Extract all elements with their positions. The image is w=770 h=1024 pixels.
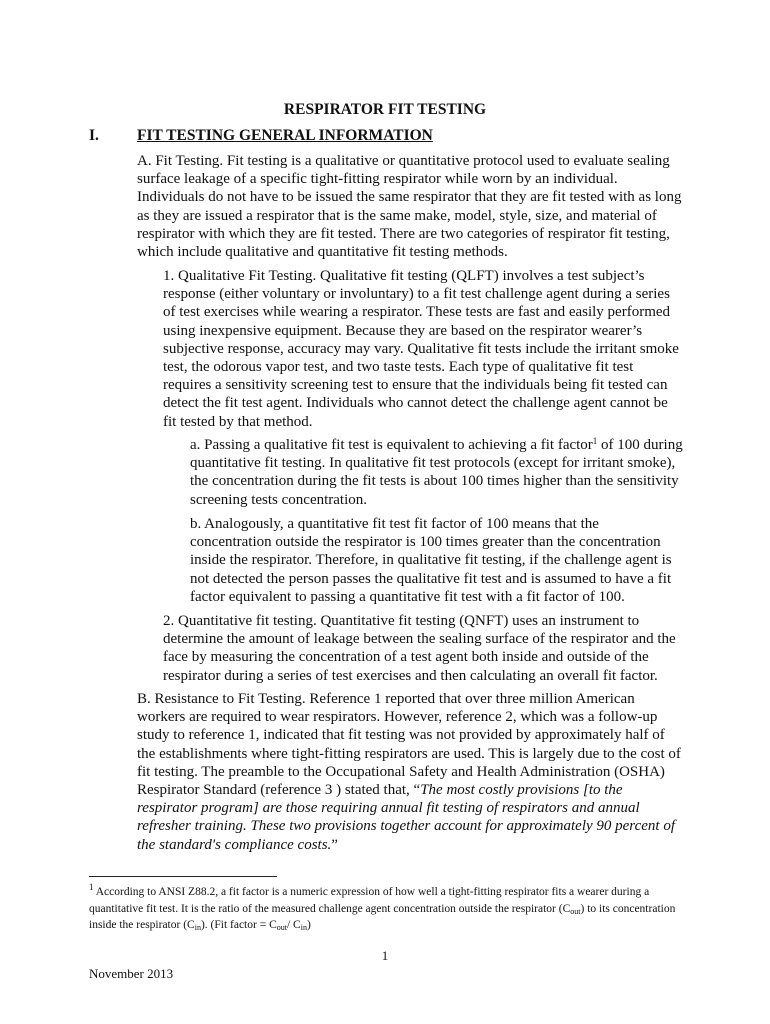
document-title: RESPIRATOR FIT TESTING [283,101,487,118]
paragraph-fit-testing: A. Fit Testing. Fit testing is a qualitative or quantitative protocol used to evaluate sealing surface leakage of a specific tight-fitting respirator while worn by an individual. Individuals do not have to be issued the same respirator that they are fit tested with as long as they are issued a respirator that is the same make, model, style, size, and material of respirator with which they are fit tested. There are two categories of respirator fit testing, which include qualitative and quantitative fit testing methods. [137,153,682,261]
footnote-sub-in: in [194,923,201,932]
paragraph-resistance-start: B. Resistance to Fit Testing. Reference 1 reported that over three million American workers are required to wear respirators. However, reference 2, which was a follow-up study to reference 1, indicated that fit testing was not provided by approximately half of the establishments where tight-fitting respirators are used. This is largely due to the cost of fit testing. The preamble to the Occupational Safety and Health Administration (OSHA) Respirator Standard (reference 3 ) stated that, “ [137,691,681,799]
footnote-reference: 1 [592,436,598,446]
footnote-sub-out: out [570,906,581,916]
paragraph-passing-qualitative-start: a. Passing a qualitative fit test is equivalent to achieving a fit factor [190,437,593,453]
paragraph-passing-qualitative-end: of 100 during quantitative fit testing. In qualitative fit test protocols (except for irritant smoke), the concentration during the fit tests is about 100 times higher than the sensitivity screening tests concentration. [190,437,683,508]
paragraph-resistance-to-fit-testing [137,690,682,854]
paragraph-qualitative-fit-testing: 1. Qualitative Fit Testing. Qualitative fit testing (QLFT) involves a test subject’s response (either voluntary or involuntary) to a fit test challenge agent during a series of test exercises while wearing a respirator. These tests are fast and easily performed using inexpensive equipment. Because they are based on the respirator wearer’s subjective response, accuracy may vary. Qualitative fit tests include the irritant smoke test, the odorous vapor test, and two taste tests. Each type of qualitative fit test requires a sensitivity screening test to ensure that the individuals being fit tested can detect the fit test agent. Individuals who cannot detect the challenge agent cannot be fit tested by that method. [163,268,679,430]
footer-date: November 2013 [89,966,174,981]
paragraph-analogously: b. Analogously, a quantitative fit test fit factor of 100 means that the concentration outside the respirator is 100 times greater than the concentration inside the respirator. Therefore, in qualitative fit testing, if the challenge agent is not detected the person passes the qualitative fit test and is assumed to have a fit factor equivalent to passing a quantitative fit test with a fit factor of 100. [190,516,672,605]
footnote-text-mid: ) to its concentration inside the respirator (C [89,902,676,931]
footnote-sub-in2: in [300,923,307,932]
footnote-marker: 1 [89,882,94,892]
page-number: 1 [381,948,389,963]
section-number: I. [89,127,99,144]
osha-quote: The most costly provisions [to the respirator program] are those requiring annual fit testing of respirators and annual refresher training. These two provisions together account for approximately 90 percent of the standard's compliance costs. [137,782,675,853]
footnote-text-end: ) [306,919,311,931]
footnote-divider [89,876,277,877]
footnote [89,884,689,934]
footnote-sub-out2: out [276,923,287,932]
footnote-text-mid2: ). (Fit factor = C [200,919,277,931]
section-heading: FIT TESTING GENERAL INFORMATION [137,127,433,144]
footnote-text-mid3: / C [286,919,301,931]
footnote-text-start: According to ANSI Z88.2, a fit factor is a numeric expression of how well a tight-fitting respirator fits a wearer during a quantitative fit test. It is the ratio of the measured challenge agent concentration outside the respirator (C [89,886,650,915]
paragraph-quantitative-fit-testing: 2. Quantitative fit testing. Quantitative fit testing (QNFT) uses an instrument to determine the amount of leakage between the sealing surface of the respirator and the face by measuring the concentration of a test agent both inside and outside of the respirator during a series of test exercises and then calculating an overall fit factor. [163,613,676,684]
paragraph-passing-qualitative [190,436,683,509]
paragraph-resistance-end: ” [331,836,338,853]
